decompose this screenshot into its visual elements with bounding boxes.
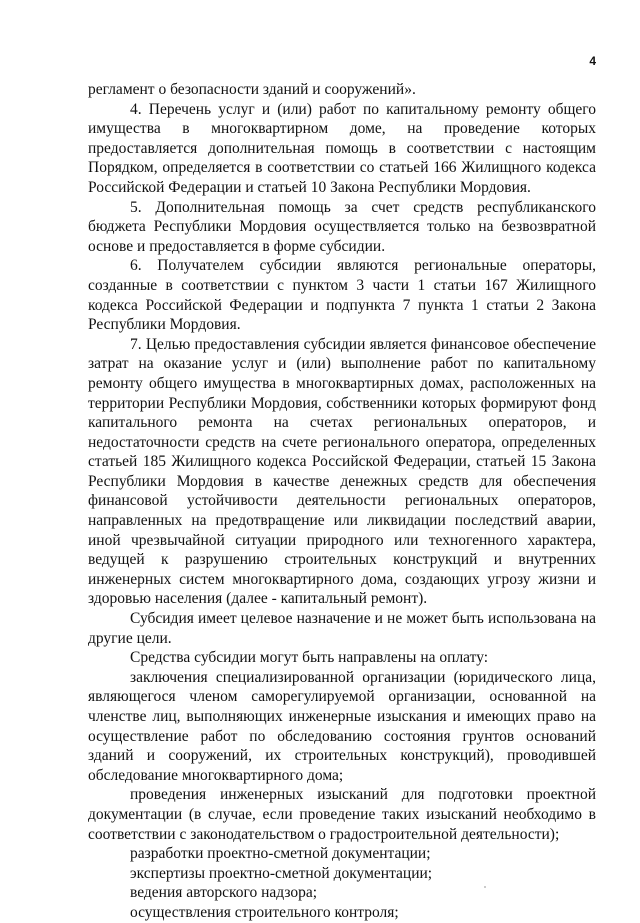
paragraph-use-surveys: проведения инженерных изысканий для подготовки проектной документации (в случае, если проведение таких изысканий необходимо в соответствии с законодательством о градостроительной деятельности); <box>88 786 596 843</box>
paragraph-continuation: регламент о безопасности зданий и сооружений». <box>88 81 416 98</box>
scan-speck <box>484 886 486 888</box>
document-body <box>88 80 596 923</box>
paragraph-item-5: 5. Дополнительная помощь за счет средств республиканского бюджета Республики Мордовия осуществляется только на безвозвратной основе и предоставляется в форме субсидии. <box>88 198 596 255</box>
paragraph-subsidy-uses: Средства субсидии могут быть направлены на оплату: <box>130 649 489 667</box>
list-item-author-supervision: ведения авторского надзора; <box>130 884 318 902</box>
list-item-construction-control: осуществления строительного контроля; <box>130 903 399 921</box>
page-number: 4 <box>589 54 596 68</box>
list-item-docs-expertise: экспертизы проектно-сметной документации; <box>130 864 433 882</box>
paragraph-item-6: 6. Получателем субсидии являются региональные операторы, созданные в соответствии с пунктом 3 части 1 статьи 167 Жилищного кодекса Российской Федерации и подпункта 7 пункта 1 статьи 2 Закона Республики Мордовия. <box>88 257 596 334</box>
paragraph-item-7: 7. Целью предоставления субсидии является финансовое обеспечение затрат на оказание услуг и (или) выполнение работ по капитальному ремонту общего имущества в многоквартирных домах, расположенных на территории Республики Мордовия, собственники которых формируют фонд капитального ремонта на счетах региональных операторов, и недостаточности средств на счете регионального оператора, определенных статьей 185 Жилищного кодекса Российской Федерации, статьей 15 Закона Республики Мордовия в качестве денежных средств для обеспечения финансовой устойчивости деятельности региональных операторов, направленных на предотвращение или ликвидации последствий аварии, иной чрезвычайной ситуации природного или техногенного характера, ведущей к разрушению строительных конструкций и внутренних инженерных систем многоквартирного дома, создающих угрозу жизни и здоровью населения (далее - капитальный ремонт). <box>88 335 596 608</box>
paragraph-subsidy-purpose: Субсидия имеет целевое назначение и не может быть использована на другие цели. <box>88 610 596 647</box>
paragraph-item-4: 4. Перечень услуг и (или) работ по капитальному ремонту общего имущества в многоквартирном доме, на проведение которых предоставляется дополнительная помощь в соответствии с настоящим Порядком, определяется в соответствии со статьей 166 Жилищного кодекса Российской Федерации и статьей 10 Закона Республики Мордовия. <box>88 100 596 196</box>
list-item-design-docs: разработки проектно-сметной документации; <box>130 845 431 863</box>
paragraph-use-conclusion: заключения специализированной организации (юридического лица, являющегося членом саморегулируемой организации, основанной на членстве лиц, выполняющих инженерные изыскания и имеющих право на осуществление работ по обследованию состояния грунтов оснований зданий и сооружений, их строительных конструкций), проводившей обследование многоквартирного дома; <box>88 668 596 784</box>
